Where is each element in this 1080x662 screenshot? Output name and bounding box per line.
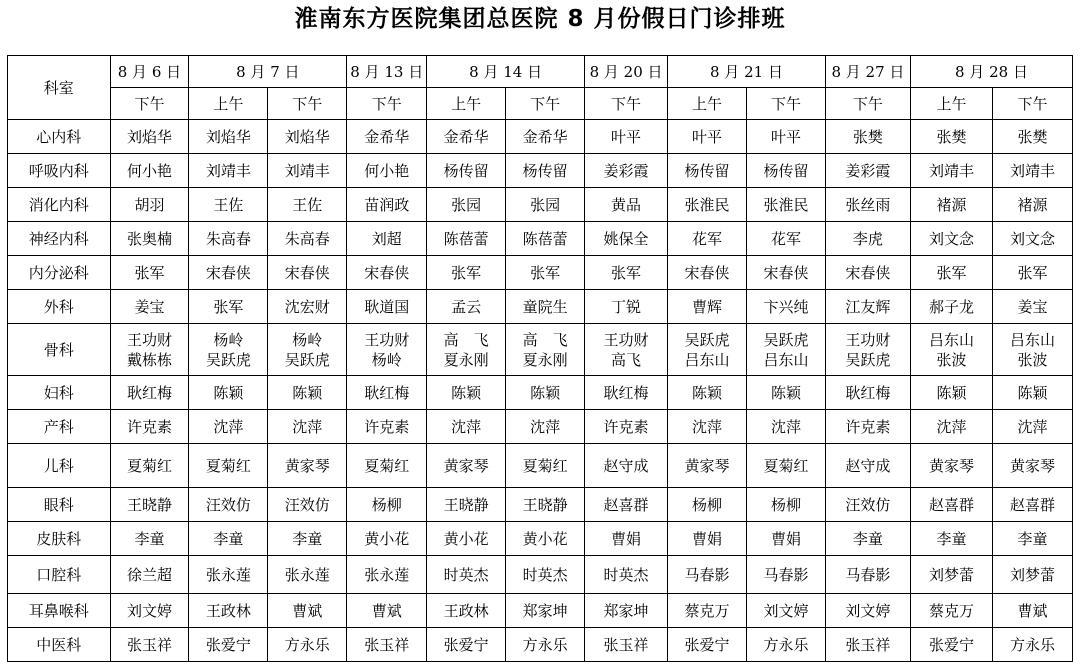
doctor-cell: 张军 — [427, 256, 506, 290]
doctor-cell: 李童 — [268, 522, 347, 556]
doctor-name: 吴跃虎 — [205, 350, 251, 369]
doctor-cell: 李童 — [825, 522, 910, 556]
doctor-cell: 陈颖 — [268, 376, 347, 410]
doctor-cell: 张奥楠 — [110, 222, 189, 256]
doctor-cell: 耿红梅 — [110, 376, 189, 410]
doctor-cell: 赵喜群 — [585, 488, 668, 522]
doctor-cell: 张军 — [585, 256, 668, 290]
doctor-cell: 张军 — [506, 256, 585, 290]
doctor-cell: 张樊 — [910, 120, 992, 154]
doctor-name: 吕东山 — [1009, 330, 1055, 349]
doctor-name: 吕东山 — [928, 330, 974, 349]
session-header: 下午 — [992, 88, 1072, 120]
doctor-cell: 方永乐 — [268, 628, 347, 662]
doctor-name: 高飞 — [611, 350, 642, 369]
doctor-cell: 夏菊红 — [189, 444, 268, 488]
page-title: 淮南东方医院集团总医院 8 月份假日门诊排班 — [294, 6, 786, 32]
doctor-name: 高 飞 — [522, 330, 568, 349]
session-header: 下午 — [268, 88, 347, 120]
doctor-cell: 宋春侠 — [189, 256, 268, 290]
doctor-cell: 王佐 — [189, 188, 268, 222]
doctor-cell: 王晓静 — [110, 488, 189, 522]
doctor-name: 吴跃虎 — [284, 350, 330, 369]
doctor-name: 王功财 — [126, 330, 172, 349]
doctor-cell: 黄家琴 — [668, 444, 747, 488]
table-row — [8, 188, 1073, 222]
doctor-cell: 刘梦蕾 — [992, 556, 1072, 594]
doctor-cell: 姜彩霞 — [825, 154, 910, 188]
doctor-cell — [427, 324, 506, 376]
table-row — [8, 376, 1073, 410]
doctor-cell: 江友辉 — [825, 290, 910, 324]
doctor-cell: 张樊 — [825, 120, 910, 154]
doctor-name: 王功财 — [603, 330, 649, 349]
doctor-cell: 汪效仿 — [825, 488, 910, 522]
doctor-cell: 夏菊红 — [506, 444, 585, 488]
doctor-cell — [825, 324, 910, 376]
doctor-cell: 苗润政 — [347, 188, 427, 222]
doctor-cell: 沈萍 — [427, 410, 506, 444]
doctor-cell: 卞兴纯 — [746, 290, 825, 324]
doctor-cell: 方永乐 — [506, 628, 585, 662]
table-row — [8, 556, 1073, 594]
doctor-cell: 丁锐 — [585, 290, 668, 324]
doctor-cell: 黄家琴 — [427, 444, 506, 488]
doctor-cell: 刘文婷 — [825, 594, 910, 628]
doctor-cell: 张玉祥 — [585, 628, 668, 662]
doctor-cell: 张玉祥 — [110, 628, 189, 662]
doctor-cell: 陈颖 — [189, 376, 268, 410]
doctor-cell: 沈萍 — [506, 410, 585, 444]
doctor-cell — [506, 324, 585, 376]
doctor-name: 吕东山 — [763, 350, 809, 369]
doctor-cell: 张爱宁 — [189, 628, 268, 662]
doctor-cell — [585, 324, 668, 376]
doctor-cell: 杨柳 — [347, 488, 427, 522]
doctor-cell: 曹娟 — [668, 522, 747, 556]
doctor-cell: 张淮民 — [668, 188, 747, 222]
date-header: 8 月 28 日 — [910, 56, 1072, 88]
doctor-cell: 张樊 — [992, 120, 1072, 154]
doctor-cell: 杨柳 — [746, 488, 825, 522]
doctor-cell: 汪效仿 — [268, 488, 347, 522]
doctor-cell: 刘文婷 — [110, 594, 189, 628]
doctor-cell: 王政林 — [427, 594, 506, 628]
doctor-cell: 李童 — [992, 522, 1072, 556]
doctor-cell: 姚保全 — [585, 222, 668, 256]
doctor-cell: 耿红梅 — [585, 376, 668, 410]
dept-name: 神经内科 — [8, 222, 111, 256]
doctor-cell: 时英杰 — [427, 556, 506, 594]
doctor-cell: 耿道国 — [347, 290, 427, 324]
doctor-cell: 赵守成 — [825, 444, 910, 488]
doctor-cell — [347, 324, 427, 376]
session-header: 下午 — [746, 88, 825, 120]
doctor-cell: 刘靖丰 — [992, 154, 1072, 188]
doctor-cell: 黄小花 — [347, 522, 427, 556]
doctor-cell: 刘靖丰 — [910, 154, 992, 188]
doctor-cell: 张丝雨 — [825, 188, 910, 222]
dept-name: 外科 — [8, 290, 111, 324]
doctor-cell: 宋春侠 — [825, 256, 910, 290]
doctor-cell: 何小艳 — [110, 154, 189, 188]
session-header: 下午 — [506, 88, 585, 120]
doctor-cell: 刘靖丰 — [268, 154, 347, 188]
doctor-cell: 陈颖 — [910, 376, 992, 410]
doctor-cell: 刘靖丰 — [189, 154, 268, 188]
doctor-cell: 黄品 — [585, 188, 668, 222]
doctor-cell: 陈蓓蕾 — [506, 222, 585, 256]
doctor-cell: 褚源 — [992, 188, 1072, 222]
doctor-cell: 叶平 — [746, 120, 825, 154]
doctor-cell: 许克素 — [585, 410, 668, 444]
doctor-cell: 李虎 — [825, 222, 910, 256]
doctor-cell: 汪效仿 — [189, 488, 268, 522]
doctor-cell: 陈颖 — [506, 376, 585, 410]
doctor-cell: 姜宝 — [992, 290, 1072, 324]
table-row — [8, 256, 1073, 290]
doctor-cell: 刘焰华 — [110, 120, 189, 154]
doctor-cell: 沈萍 — [746, 410, 825, 444]
doctor-cell: 曹斌 — [992, 594, 1072, 628]
doctor-cell: 郑家坤 — [506, 594, 585, 628]
doctor-cell: 赵喜群 — [910, 488, 992, 522]
doctor-cell: 花军 — [668, 222, 747, 256]
doctor-cell: 夏菊红 — [746, 444, 825, 488]
doctor-cell: 曹辉 — [668, 290, 747, 324]
doctor-cell: 张军 — [992, 256, 1072, 290]
doctor-cell — [110, 324, 189, 376]
doctor-cell: 黄家琴 — [268, 444, 347, 488]
dept-name: 妇科 — [8, 376, 111, 410]
doctor-cell — [746, 324, 825, 376]
session-header: 上午 — [189, 88, 268, 120]
doctor-cell: 杨柳 — [668, 488, 747, 522]
doctor-cell: 张玉祥 — [347, 628, 427, 662]
doctor-name: 王功财 — [364, 330, 410, 349]
doctor-cell — [268, 324, 347, 376]
doctor-cell: 马春影 — [746, 556, 825, 594]
doctor-cell: 陈颖 — [746, 376, 825, 410]
doctor-cell: 王晓静 — [506, 488, 585, 522]
doctor-cell: 张园 — [506, 188, 585, 222]
doctor-cell: 李童 — [910, 522, 992, 556]
doctor-cell — [992, 324, 1072, 376]
doctor-name: 夏永刚 — [522, 350, 568, 369]
table-row — [8, 594, 1073, 628]
doctor-cell: 沈萍 — [668, 410, 747, 444]
doctor-cell: 金希华 — [506, 120, 585, 154]
table-row — [8, 120, 1073, 154]
doctor-cell: 朱高春 — [268, 222, 347, 256]
doctor-cell: 刘焰华 — [189, 120, 268, 154]
doctor-cell: 刘超 — [347, 222, 427, 256]
doctor-cell: 张玉祥 — [825, 628, 910, 662]
doctor-cell: 夏菊红 — [347, 444, 427, 488]
doctor-cell: 褚源 — [910, 188, 992, 222]
doctor-cell: 刘文念 — [992, 222, 1072, 256]
doctor-name: 吕东山 — [684, 350, 730, 369]
doctor-cell: 朱高春 — [189, 222, 268, 256]
doctor-cell: 王佐 — [268, 188, 347, 222]
doctor-cell: 黄家琴 — [910, 444, 992, 488]
doctor-cell: 张军 — [189, 290, 268, 324]
table-row — [8, 154, 1073, 188]
doctor-cell: 许克素 — [347, 410, 427, 444]
doctor-cell: 金希华 — [347, 120, 427, 154]
schedule-table — [7, 55, 1073, 662]
doctor-name: 戴栋栋 — [126, 350, 172, 369]
doctor-cell: 时英杰 — [506, 556, 585, 594]
doctor-cell: 陈颖 — [992, 376, 1072, 410]
date-header: 8 月 7 日 — [189, 56, 347, 88]
dept-name: 产科 — [8, 410, 111, 444]
doctor-cell: 黄家琴 — [992, 444, 1072, 488]
doctor-name: 吴跃虎 — [845, 350, 891, 369]
doctor-cell: 童院生 — [506, 290, 585, 324]
doctor-cell: 方永乐 — [746, 628, 825, 662]
dept-name: 儿科 — [8, 444, 111, 488]
doctor-cell: 张永莲 — [189, 556, 268, 594]
doctor-cell: 花军 — [746, 222, 825, 256]
doctor-cell: 李童 — [189, 522, 268, 556]
table-row — [8, 410, 1073, 444]
doctor-name: 王功财 — [845, 330, 891, 349]
doctor-cell: 姜彩霞 — [585, 154, 668, 188]
doctor-cell: 陈颖 — [427, 376, 506, 410]
doctor-cell: 张军 — [910, 256, 992, 290]
date-header: 8 月 6 日 — [110, 56, 189, 88]
doctor-name: 杨岭 — [292, 330, 323, 349]
dept-name: 心内科 — [8, 120, 111, 154]
table-row — [8, 488, 1073, 522]
doctor-cell: 蔡克万 — [668, 594, 747, 628]
doctor-cell: 陈颖 — [668, 376, 747, 410]
doctor-cell: 耿红梅 — [347, 376, 427, 410]
doctor-cell: 沈宏财 — [268, 290, 347, 324]
doctor-cell — [189, 324, 268, 376]
dept-name: 耳鼻喉科 — [8, 594, 111, 628]
doctor-cell: 刘文念 — [910, 222, 992, 256]
date-header: 8 月 13 日 — [347, 56, 427, 88]
doctor-cell: 沈萍 — [992, 410, 1072, 444]
dept-name: 口腔科 — [8, 556, 111, 594]
doctor-cell: 赵喜群 — [992, 488, 1072, 522]
doctor-cell: 张爱宁 — [427, 628, 506, 662]
doctor-cell: 宋春侠 — [668, 256, 747, 290]
table-row — [8, 222, 1073, 256]
doctor-cell: 曹娟 — [746, 522, 825, 556]
doctor-cell: 叶平 — [668, 120, 747, 154]
doctor-cell: 耿红梅 — [825, 376, 910, 410]
doctor-cell: 张永莲 — [347, 556, 427, 594]
session-header: 上午 — [427, 88, 506, 120]
doctor-cell: 宋春侠 — [746, 256, 825, 290]
doctor-name: 张波 — [1017, 350, 1048, 369]
doctor-name: 吴跃虎 — [763, 330, 809, 349]
session-header: 下午 — [585, 88, 668, 120]
doctor-cell: 刘梦蕾 — [910, 556, 992, 594]
doctor-name: 吴跃虎 — [684, 330, 730, 349]
table-row — [8, 290, 1073, 324]
doctor-cell: 王政林 — [189, 594, 268, 628]
date-header: 8 月 14 日 — [427, 56, 585, 88]
doctor-name: 夏永刚 — [443, 350, 489, 369]
dept-name: 骨科 — [8, 324, 111, 376]
doctor-cell: 张淮民 — [746, 188, 825, 222]
doctor-cell: 杨传留 — [506, 154, 585, 188]
doctor-cell: 蔡克万 — [910, 594, 992, 628]
doctor-cell: 孟云 — [427, 290, 506, 324]
doctor-cell: 杨传留 — [746, 154, 825, 188]
doctor-cell: 张园 — [427, 188, 506, 222]
doctor-cell: 姜宝 — [110, 290, 189, 324]
doctor-cell — [910, 324, 992, 376]
doctor-cell: 许克素 — [825, 410, 910, 444]
dept-name: 中医科 — [8, 628, 111, 662]
doctor-cell: 郝子龙 — [910, 290, 992, 324]
doctor-cell: 宋春侠 — [347, 256, 427, 290]
dept-name: 眼科 — [8, 488, 111, 522]
doctor-cell: 黄小花 — [506, 522, 585, 556]
date-header: 8 月 27 日 — [825, 56, 910, 88]
doctor-cell: 王晓静 — [427, 488, 506, 522]
dept-name: 皮肤科 — [8, 522, 111, 556]
doctor-cell: 金希华 — [427, 120, 506, 154]
doctor-cell: 张永莲 — [268, 556, 347, 594]
doctor-cell: 方永乐 — [992, 628, 1072, 662]
table-row — [8, 628, 1073, 662]
doctor-cell: 刘文婷 — [746, 594, 825, 628]
doctor-cell: 杨传留 — [668, 154, 747, 188]
doctor-cell: 张爱宁 — [910, 628, 992, 662]
doctor-cell: 沈萍 — [268, 410, 347, 444]
session-header: 上午 — [668, 88, 747, 120]
table-row — [8, 324, 1073, 376]
doctor-cell: 沈萍 — [910, 410, 992, 444]
doctor-cell: 胡羽 — [110, 188, 189, 222]
doctor-cell: 叶平 — [585, 120, 668, 154]
doctor-cell: 曹斌 — [268, 594, 347, 628]
session-header: 下午 — [110, 88, 189, 120]
doctor-name: 杨岭 — [371, 350, 402, 369]
doctor-cell: 陈蓓蕾 — [427, 222, 506, 256]
dept-column-header: 科室 — [8, 56, 111, 120]
date-header: 8 月 20 日 — [585, 56, 668, 88]
doctor-cell: 许克素 — [110, 410, 189, 444]
doctor-cell: 夏菊红 — [110, 444, 189, 488]
doctor-name: 高 飞 — [443, 330, 489, 349]
doctor-cell: 宋春侠 — [268, 256, 347, 290]
doctor-cell: 张军 — [110, 256, 189, 290]
doctor-cell: 马春影 — [825, 556, 910, 594]
dept-name: 内分泌科 — [8, 256, 111, 290]
doctor-cell: 马春影 — [668, 556, 747, 594]
session-header: 下午 — [825, 88, 910, 120]
doctor-cell: 刘焰华 — [268, 120, 347, 154]
dept-name: 呼吸内科 — [8, 154, 111, 188]
doctor-cell — [668, 324, 747, 376]
dept-name: 消化内科 — [8, 188, 111, 222]
doctor-cell: 曹娟 — [585, 522, 668, 556]
table-row — [8, 444, 1073, 488]
doctor-cell: 郑家坤 — [585, 594, 668, 628]
session-header: 下午 — [347, 88, 427, 120]
doctor-name: 杨岭 — [213, 330, 244, 349]
doctor-cell: 张爱宁 — [668, 628, 747, 662]
doctor-cell: 杨传留 — [427, 154, 506, 188]
doctor-cell: 何小艳 — [347, 154, 427, 188]
doctor-cell: 沈萍 — [189, 410, 268, 444]
session-header: 上午 — [910, 88, 992, 120]
doctor-name: 张波 — [936, 350, 967, 369]
doctor-cell: 赵守成 — [585, 444, 668, 488]
doctor-cell: 黄小花 — [427, 522, 506, 556]
doctor-cell: 徐兰超 — [110, 556, 189, 594]
doctor-cell: 李童 — [110, 522, 189, 556]
doctor-cell: 曹斌 — [347, 594, 427, 628]
doctor-cell: 时英杰 — [585, 556, 668, 594]
date-header: 8 月 21 日 — [668, 56, 826, 88]
table-row — [8, 522, 1073, 556]
